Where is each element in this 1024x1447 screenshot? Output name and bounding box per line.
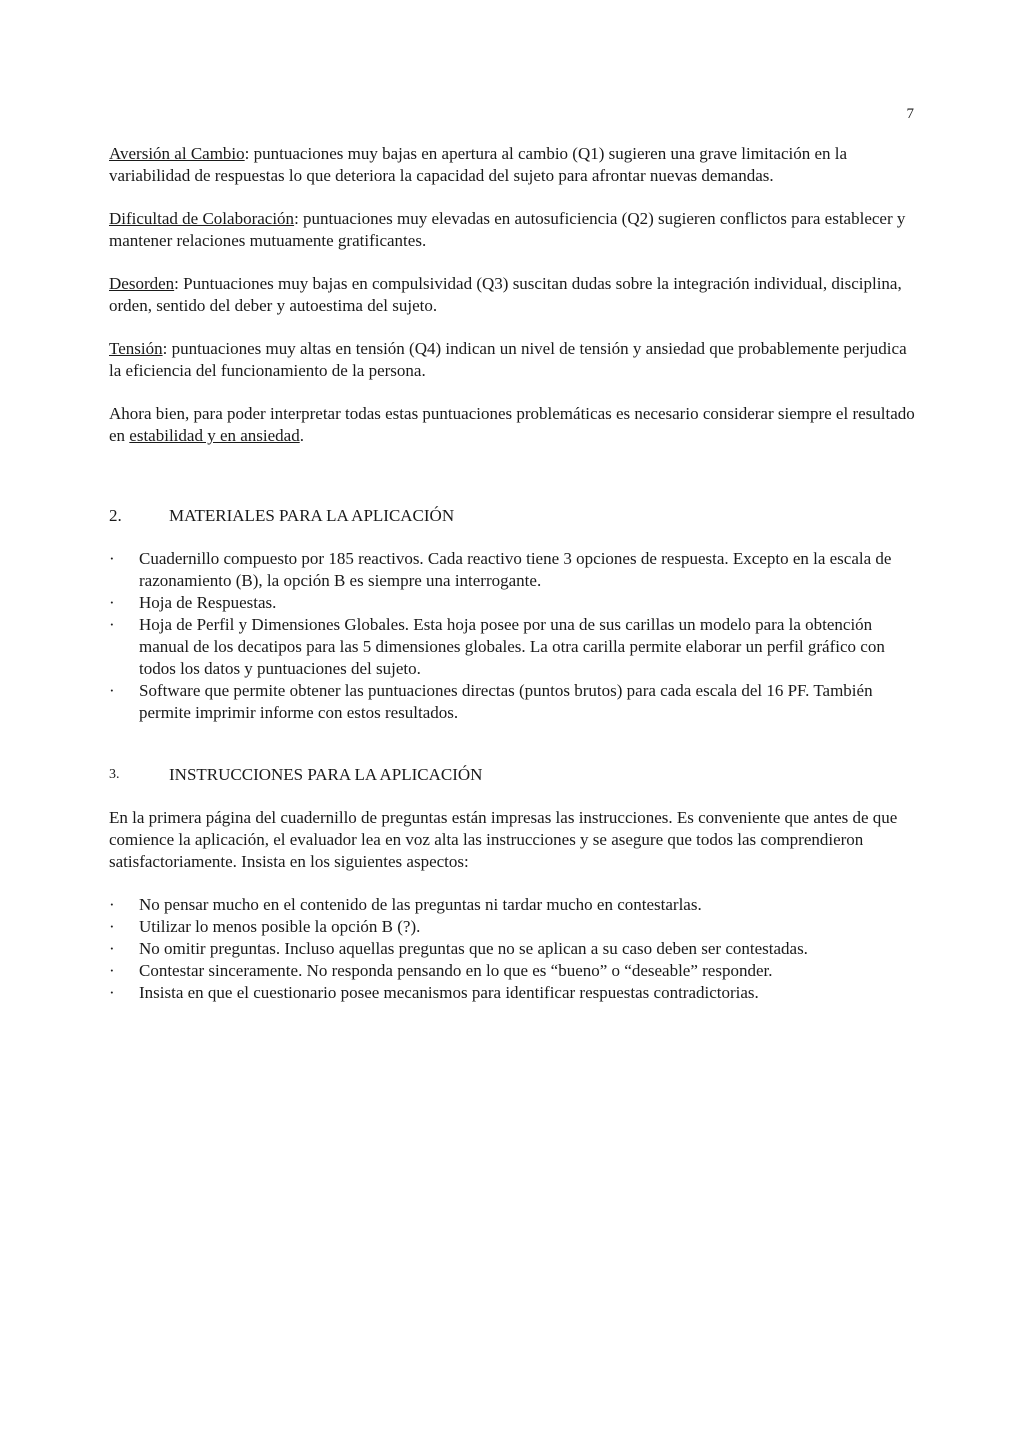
- section-number: 3.: [109, 767, 120, 782]
- document-body: [109, 143, 919, 1025]
- list-item: [109, 938, 919, 960]
- closing-underlined-text: estabilidad y en ansiedad: [129, 426, 300, 445]
- definition-term: Desorden: [109, 274, 175, 293]
- list-item: [109, 982, 919, 1004]
- definition-term: Tensión: [109, 339, 163, 358]
- list-item-text: Insista en que el cuestionario posee mecanismos para identificar respuestas contradictorias.: [139, 983, 759, 1002]
- list-item: [109, 592, 919, 614]
- definition-desorden: [109, 273, 919, 317]
- instructions-intro: En la primera página del cuadernillo de preguntas están impresas las instrucciones. Es conveniente que antes de que comience la aplicación, el evaluador lea en voz alta las instrucciones y se asegure que todos las comprendieron satisfactoriamente. Insista en los siguientes aspectos:: [109, 808, 898, 871]
- list-item-text: No omitir preguntas. Incluso aquellas preguntas que no se aplican a su caso deben ser contestadas.: [139, 939, 808, 958]
- page-number: 7: [906, 106, 914, 122]
- list-item: [109, 548, 919, 592]
- list-item: [109, 614, 919, 680]
- bullet: ·: [109, 917, 115, 936]
- bullet: ·: [109, 983, 115, 1002]
- definition-text: puntuaciones muy altas en tensión (Q4) indican un nivel de tensión y ansiedad que probablemente perjudica la eficiencia del funcionamiento de la persona.: [109, 339, 907, 380]
- list-item: [109, 680, 919, 724]
- list-item-text: Hoja de Respuestas.: [139, 593, 277, 612]
- bullet: ·: [109, 895, 115, 914]
- definition-separator: :: [174, 274, 184, 293]
- closing-paragraph: [109, 403, 919, 447]
- bullet: ·: [109, 961, 115, 980]
- definition-text: Puntuaciones muy bajas en compulsividad (Q3) suscitan dudas sobre la integración individual, disciplina, orden, sentido del deber y autoestima del sujeto.: [109, 274, 902, 315]
- section-heading-materiales: [109, 505, 919, 527]
- definition-separator: :: [294, 209, 304, 228]
- section-title: MATERIALES PARA LA APLICACIÓN: [169, 506, 455, 525]
- bullet: ·: [109, 549, 115, 568]
- list-item-text: No pensar mucho en el contenido de las preguntas ni tardar mucho en contestarlas.: [139, 895, 702, 914]
- list-item-text: Utilizar lo menos posible la opción B (?).: [139, 917, 421, 936]
- definition-tension: [109, 338, 919, 382]
- definition-text: puntuaciones muy elevadas en autosuficiencia (Q2) sugieren conflictos para establecer y mantener relaciones mutuamente gratificantes.: [109, 209, 906, 250]
- list-item-text: Contestar sinceramente. No responda pensando en lo que es “bueno” o “deseable” responder.: [139, 961, 773, 980]
- definition-text: puntuaciones muy bajas en apertura al cambio (Q1) sugieren una grave limitación en la variabilidad de respuestas lo que deteriora la capacidad del sujeto para afrontar nuevas demandas.: [109, 144, 848, 185]
- section-heading-instrucciones: [109, 764, 919, 786]
- definition-separator: :: [162, 339, 172, 358]
- bullet: ·: [109, 615, 115, 634]
- definition-term: Aversión al Cambio: [109, 144, 245, 163]
- definition-dificultad-de-colaboracion: [109, 208, 919, 252]
- list-item: [109, 960, 919, 982]
- section-title: INSTRUCCIONES PARA LA APLICACIÓN: [169, 765, 483, 784]
- closing-text-after: .: [299, 426, 304, 445]
- list-item: [109, 916, 919, 938]
- instructions-list: [109, 894, 919, 1004]
- list-item: [109, 894, 919, 916]
- section-number: 2.: [109, 506, 122, 525]
- definition-aversion-al-cambio: [109, 143, 919, 187]
- closing-text-before: Ahora bien, para poder interpretar todas estas puntuaciones problemáticas es necesario considerar siempre el resultado en: [109, 404, 915, 445]
- bullet: ·: [109, 939, 115, 958]
- list-item-text: Hoja de Perfil y Dimensiones Globales. Esta hoja posee por una de sus carillas un modelo para la obtención manual de los decatipos para las 5 dimensiones globales. La otra carilla permite elaborar un perfil gráfico con todos los datos y puntuaciones del sujeto.: [139, 615, 885, 678]
- definition-term: Dificultad de Colaboración: [109, 209, 295, 228]
- bullet: ·: [109, 593, 115, 612]
- list-item-text: Cuadernillo compuesto por 185 reactivos. Cada reactivo tiene 3 opciones de respuesta. Excepto en la escala de razonamiento (B), la opción B es siempre una interrogante.: [139, 549, 892, 590]
- definition-separator: :: [244, 144, 254, 163]
- materials-list: [109, 548, 919, 724]
- list-item-text: Software que permite obtener las puntuaciones directas (puntos brutos) para cada escala del 16 PF. También permite imprimir informe con estos resultados.: [139, 681, 873, 722]
- bullet: ·: [109, 681, 115, 700]
